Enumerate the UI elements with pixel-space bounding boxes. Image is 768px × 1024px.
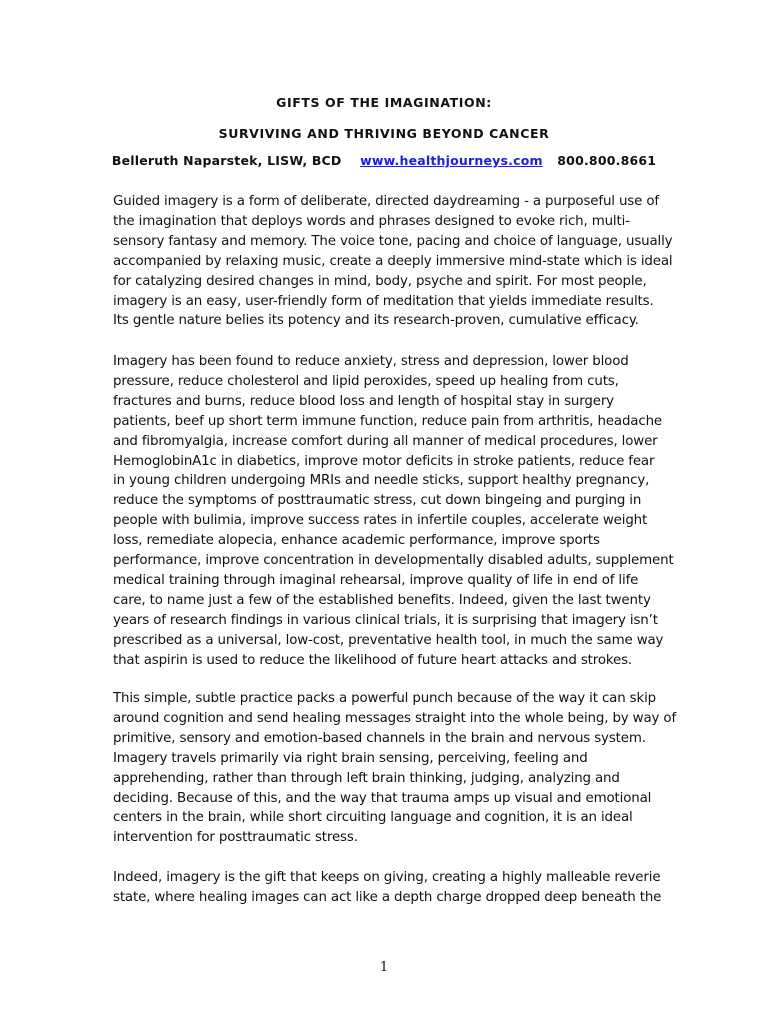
text-line: sensory fantasy and memory. The voice tone, pacing and choice of language, usually <box>113 233 673 249</box>
text-line: intervention for posttraumatic stress. <box>113 830 358 846</box>
text-line: Imagery travels primarily via right brain sensing, perceiving, feeling and <box>113 750 588 766</box>
text-line: and fibromyalgia, increase comfort during all manner of medical procedures, lower <box>113 433 658 449</box>
text-line: medical training through imaginal rehearsal, improve quality of life in end of life <box>113 572 639 588</box>
text-line: for catalyzing desired changes in mind, body, psyche and spirit. For most people, <box>113 273 647 289</box>
text-line: loss, remediate alopecia, enhance academic performance, improve sports <box>113 533 600 549</box>
paragraph-3 <box>113 689 677 848</box>
text-line: deciding. Because of this, and the way that trauma amps up visual and emotional <box>113 790 652 806</box>
text-line: state, where healing images can act like a depth charge dropped deep beneath the <box>113 889 662 905</box>
text-line: fractures and burns, reduce blood loss and length of hospital stay in surgery <box>113 393 614 409</box>
text-line: prescribed as a universal, low-cost, preventative health tool, in much the same way <box>113 632 664 648</box>
text-line: people with bulimia, improve success rates in infertile couples, accelerate weight <box>113 513 648 529</box>
byline <box>0 153 768 168</box>
paragraph-2 <box>113 352 674 671</box>
document-subtitle: SURVIVING AND THRIVING BEYOND CANCER <box>218 126 550 141</box>
text-line: primitive, sensory and emotion-based channels in the brain and nervous system. <box>113 730 646 746</box>
text-line: years of research findings in various clinical trials, it is surprising that imagery isn’t <box>113 612 658 628</box>
text-line: in young children undergoing MRIs and needle sticks, support healthy pregnancy, <box>113 473 650 489</box>
text-line: apprehending, rather than through left brain thinking, judging, analyzing and <box>113 770 620 786</box>
text-line: performance, improve concentration in developmentally disabled adults, supplement <box>113 553 674 569</box>
text-line: centers in the brain, while short circuiting language and cognition, it is an ideal <box>113 810 633 826</box>
text-line: HemoglobinA1c in diabetics, improve motor deficits in stroke patients, reduce fear <box>113 453 655 469</box>
text-line: care, to name just a few of the established benefits. Indeed, given the last twenty <box>113 592 651 608</box>
text-line: This simple, subtle practice packs a powerful punch because of the way it can skip <box>113 691 657 706</box>
text-line: imagery is an easy, user-friendly form of meditation that yields immediate results. <box>113 293 654 309</box>
website-link[interactable]: www.healthjourneys.com <box>360 153 543 168</box>
phone-number: 800.800.8661 <box>557 153 657 168</box>
page-number: 1 <box>379 960 389 975</box>
text-line: the imagination that deploys words and phrases designed to evoke rich, multi- <box>113 213 630 229</box>
text-line: that aspirin is used to reduce the likelihood of future heart attacks and strokes. <box>113 652 633 668</box>
text-line: Imagery has been found to reduce anxiety, stress and depression, lower blood <box>113 354 629 369</box>
text-line: patients, beef up short term immune function, reduce pain from arthritis, headache <box>113 413 662 429</box>
text-line: pressure, reduce cholesterol and lipid peroxides, speed up healing from cuts, <box>113 373 619 389</box>
text-line: Guided imagery is a form of deliberate, directed daydreaming - a purposeful use of <box>113 194 659 209</box>
text-line: around cognition and send healing messages straight into the whole being, by way of <box>113 710 677 726</box>
text-line: Its gentle nature belies its potency and its research-proven, cumulative efficacy. <box>113 313 639 329</box>
text-line: Indeed, imagery is the gift that keeps on giving, creating a highly malleable reverie <box>113 870 661 885</box>
text-line: reduce the symptoms of posttraumatic stress, cut down bingeing and purging in <box>113 493 642 509</box>
document-title: GIFTS OF THE IMAGINATION: <box>276 95 492 110</box>
paragraph-4 <box>113 868 662 908</box>
paragraph-1 <box>113 192 673 331</box>
text-line: accompanied by relaxing music, create a deeply immersive mind-state which is ideal <box>113 253 673 269</box>
author-name: Belleruth Naparstek, LISW, BCD <box>111 153 342 168</box>
